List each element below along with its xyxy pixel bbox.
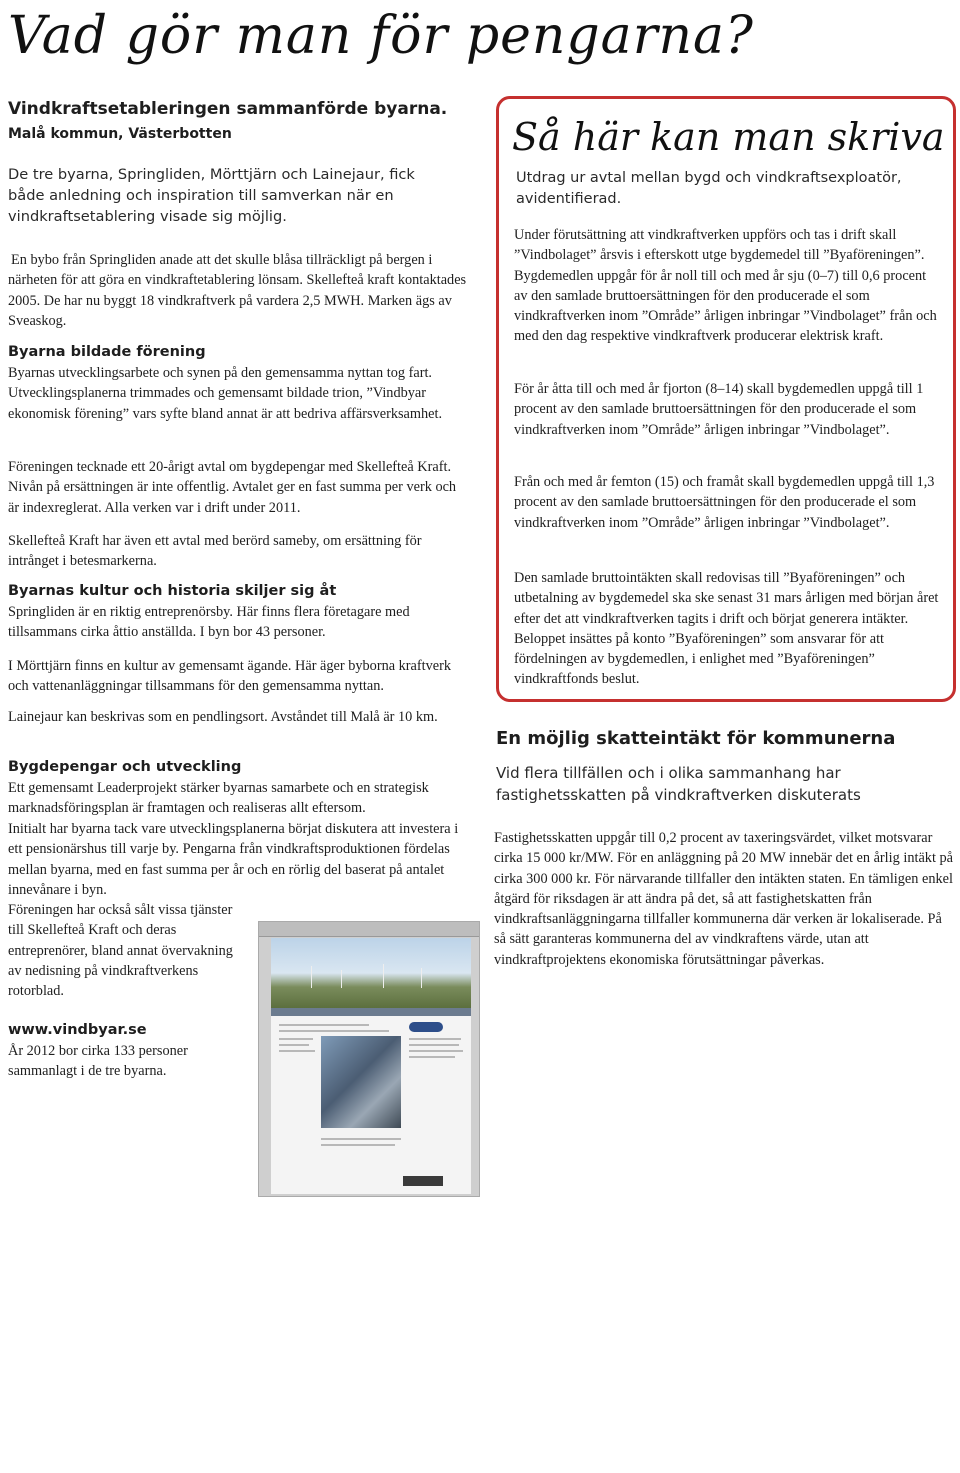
box-paragraph-3: Från och med år femton (15) och framåt skall bygdemedlen uppgå till 1,3 procent av den samlade bruttoersättningen för den producerade el som vindkraftverken inom ”Område” årligen inbringar ”Vindbolaget”.: [514, 474, 935, 531]
tax-paragraph: Fastighetsskatten uppgår till 0,2 procent av taxeringsvärdet, vilket motsvarar cirka 15 000 kr/MW. För en anläggning på 20 MW innebär det en årlig intäkt på cirka 300 000 kr. För närvarande tillfaller den intäkten staten. En tämligen enkel åtgärd för riksdagen är att ändra på det, så att fastighetskatten från vindkraftsanläggningarna tillfaller kommunerna där verken är lokaliserade. På så sätt garanteras kommunerna del av vindkraftens värde, utan att vindkraftprojektens ekonomiska förutsättningar påverkas.: [494, 830, 953, 968]
site-logo: [409, 1022, 443, 1032]
turbine-workers-photo: [321, 1036, 401, 1128]
box-title: Så här kan man skriva: [512, 115, 945, 159]
paragraph-morttjarn: I Mörttjärn finns en kultur av gemensamt ägande. Här äger byborna kraftverk och vattenanläggningar tillsammans för den gemensamma nyttan.: [8, 658, 452, 695]
paragraph-tjanster: Föreningen har också sålt vissa tjänster till Skellefteå Kraft och deras entreprenörer, bland annat övervakning av nedisning på vindkraftverkens rotorblad.: [8, 902, 233, 1000]
site-nav-bar: [271, 1008, 471, 1016]
website-page: [271, 938, 471, 1194]
paragraph-invanare: År 2012 bor cirka 133 personer sammanlagt i de tre byarna.: [8, 1043, 188, 1080]
paragraph-sameby: Skellefteå Kraft har även ett avtal med berörd sameby, om ersättning för intrånget i betesmarkerna.: [8, 533, 422, 570]
tax-subheading: Vid flera tillfällen och i olika sammanhang har fastighetsskatten på vindkraftverken diskuterats: [496, 764, 861, 804]
paragraph-pensionarshus: Initialt har byarna tack vare utvecklingsplanerna börjat diskutera att investera i ett pensionärshus till varje by. Pengarna från vindkraftsproduktionen fördelas mellan byarna, med en fast summa per år och en rörlig del baserat på antalet innevånare i byn.: [8, 821, 459, 898]
browser-chrome: [259, 922, 479, 937]
website-screenshot-image: [258, 921, 480, 1197]
page-title: Vad gör man för pengarna?: [8, 6, 754, 66]
paragraph-bybo: En bybo från Springliden anade att det skulle blåsa tillräckligt på bergen i närheten för att göra en vindkraftetablering lönsam. Skellefteå kraft kontaktades 2005. De har nu byggt 18 vindkraftverk på vardera 2,5 MWH. Marken ägs av Sveaskog.: [8, 252, 467, 329]
box-intro: Utdrag ur avtal mellan bygd och vindkraftsexploatör, avidentifierad.: [516, 170, 902, 207]
paragraph-springliden: Springliden är en riktig entreprenörsby. Här finns flera företagare med tillsammans cirka åttio anställda. I byn bor 43 personer.: [8, 604, 410, 641]
location-line: Malå kommun, Västerbotten: [8, 126, 232, 142]
landscape-photo: [271, 938, 471, 1008]
tax-heading: En möjlig skatteintäkt för kommunerna: [496, 728, 896, 749]
box-paragraph-4: Den samlade bruttointäkten skall redovisas till ”Byaföreningen” och utbetalning av bygdemedel ska ske senast 31 mars årligen med början året efter det att vindkraftverken tagits i drift och börjat generera intäkter. Beloppet insättes på konto ”Byaföreningen” som ansvarar för att fördelningen av bygdemedlen, i enlighet med ”Byaföreningen” vindkraftfonds beslut.: [514, 570, 939, 688]
subheading-kultur: Byarnas kultur och historia skiljer sig åt: [8, 583, 337, 599]
subheading-bygdepengar: Bygdepengar och utveckling: [8, 759, 242, 775]
subheading-forening: Byarna bildade förening: [8, 344, 206, 360]
paragraph-avtal: Föreningen tecknade ett 20-årigt avtal om bygdepengar med Skellefteå Kraft. Nivån på ersättningen är inte offentlig. Avtalet ger en fast summa per verk och är indexreglerat. Alla verken var i drift under 2011.: [8, 459, 457, 516]
footer-logo: [403, 1176, 443, 1186]
box-paragraph-1: Under förutsättning att vindkraftverken uppförs och tas i drift skall ”Vindbolaget” årsvis i efterskott utge bygdemedel till ”Byaföreningen”. Bygdemedlen uppgår för år noll till och med år sju (0–7) till 0,6 procent av den samlade bruttoersättningen för den producerade el som vindkraftverken inom ”Område” årligen inbringar ”Vindbolaget” från och med den dag respektive vindkraftverk producerar elektrisk kraft.: [514, 227, 937, 345]
lead-paragraph: De tre byarna, Springliden, Mörttjärn och Lainejaur, fick både anledning och inspiration till samverkan när en vindkraftsetablering visade sig möjlig.: [8, 166, 415, 225]
box-paragraph-2: För år åtta till och med år fjorton (8–14) skall bygdemedlen uppgå till 1 procent av den samlade bruttoersättningen för den producerade el som vindkraftverken inom ”Område” årligen inbringar ”Vindbolaget”.: [514, 381, 924, 438]
paragraph-utveckling: Byarnas utvecklingsarbete och synen på den gemensamma nyttan tog fart. Utvecklingsplanerna trimmades och gemensamt bildade trion, ”Vindbyar ekonomisk förening” vars syfte bland annat är att bedriva affärsverksamhet.: [8, 365, 443, 422]
paragraph-leader: Ett gemensamt Leaderprojekt stärker byarnas samarbete och en strategisk marknadsföringsplan är framtagen och realiseras allt eftersom.: [8, 780, 429, 817]
article-heading: Vindkraftsetableringen sammanförde byarna.: [8, 99, 448, 119]
website-link[interactable]: www.vindbyar.se: [8, 1022, 147, 1038]
paragraph-lainejaur: Lainejaur kan beskrivas som en pendlingsort. Avståndet till Malå är 10 km.: [8, 709, 438, 725]
